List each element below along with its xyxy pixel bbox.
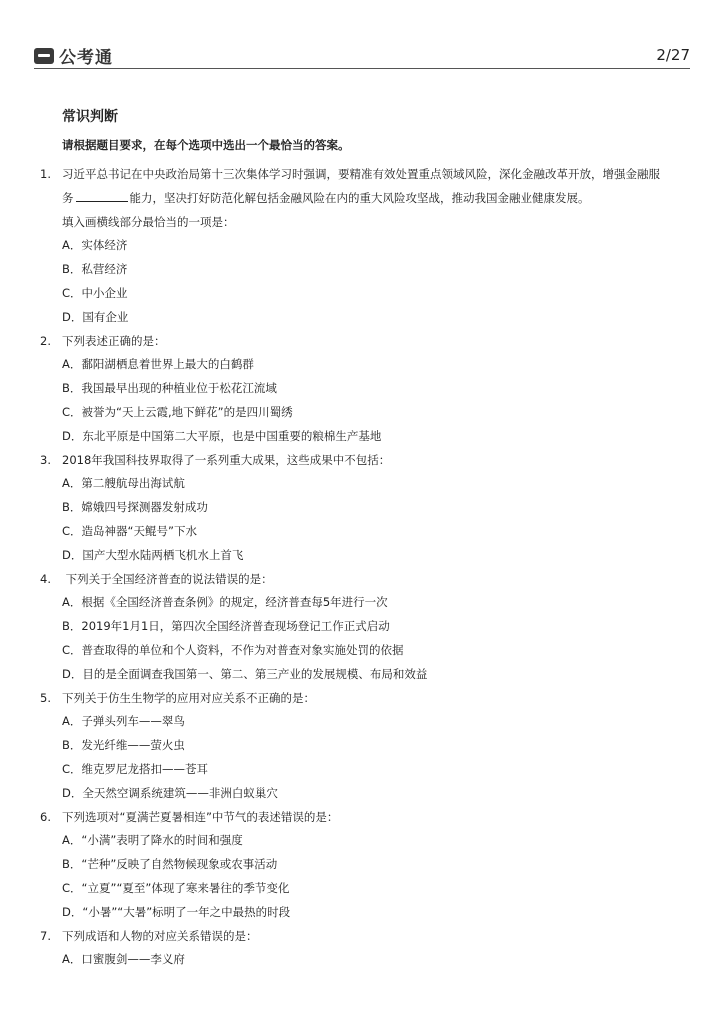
question-5	[40, 687, 690, 711]
question-stem: 下列表述正确的是：	[62, 333, 166, 348]
question-stem: 下列关于全国经济普查的说法错误的是：	[62, 571, 273, 586]
option: D．国有企业	[62, 309, 129, 324]
option: A．“小满”表明了降水的时间和强度	[62, 833, 243, 848]
option: A．实体经济	[62, 238, 128, 253]
question-stem: 习近平总书记在中央政治局第十三次集体学习时强调，要精准有效处置重点领域风险，深化金融改革开放，增强金融服	[62, 167, 660, 181]
question-stem-part: 能力，坚决打好防范化解包括金融风险在内的重大风险攻坚战，推动我国金融业健康发展。	[129, 190, 590, 205]
question-6	[40, 806, 690, 830]
option: A．子弹头列车——翠鸟	[62, 714, 185, 729]
question-number: 7.	[40, 928, 51, 943]
option: C．维克罗尼龙搭扣——苍耳	[62, 761, 209, 776]
question-stem: 下列关于仿生生物学的应用对应关系不正确的是：	[62, 690, 315, 705]
question-number: 3.	[40, 452, 51, 467]
logo	[34, 43, 113, 68]
logo-icon	[34, 48, 54, 64]
option: B．嫦娥四号探测器发射成功	[62, 500, 208, 515]
option: B．我国最早出现的种植业位于松花江流域	[62, 381, 277, 396]
section-title: 常识判断	[62, 109, 118, 125]
option: C．普查取得的单位和个人资料，不作为对普查对象实施处罚的依据	[62, 642, 404, 657]
option: C．“立夏”“夏至”体现了寒来暑往的季节变化	[62, 880, 290, 895]
question-7	[40, 925, 690, 949]
page-number: 2/27	[656, 46, 690, 64]
option: C．中小企业	[62, 285, 128, 300]
option: B．2019年1月1日，第四次全国经济普查现场登记工作正式启动	[62, 619, 390, 634]
question-number: 5.	[40, 690, 51, 705]
question-number: 1.	[40, 167, 51, 181]
question-1-continuation	[40, 187, 690, 211]
question-stem-part: 务	[62, 190, 74, 205]
question-stem: 下列成语和人物的对应关系错误的是：	[62, 928, 258, 943]
option: C．被誉为“天上云霞,地下鲜花”的是四川蜀绣	[62, 404, 293, 419]
question-number: 6.	[40, 809, 51, 824]
question-stem: 下列选项对“夏满芒夏暑相连”中节气的表述错误的是：	[62, 809, 339, 824]
option: A．根据《全国经济普查条例》的规定，经济普查每5年进行一次	[62, 595, 388, 610]
option: D．国产大型水陆两栖飞机水上首飞	[62, 547, 244, 562]
question-stem: 2018年我国科技界取得了一系列重大成果，这些成果中不包括：	[62, 452, 391, 467]
option: D．全天然空调系统建筑——非洲白蚁巢穴	[62, 785, 278, 800]
question-prompt: 填入画横线部分最恰当的一项是：	[62, 214, 235, 229]
option: D．“小暑”“大暑”标明了一年之中最热的时段	[62, 904, 291, 919]
option: B．私营经济	[62, 262, 128, 277]
option: A．鄱阳湖栖息着世界上最大的白鹤群	[62, 357, 254, 372]
fill-blank	[76, 189, 128, 202]
option: B．“芒种”反映了自然物候现象或农事活动	[62, 857, 278, 872]
option: A．第二艘航母出海试航	[62, 476, 185, 491]
option: C．造岛神器“天鲲号”下水	[62, 523, 197, 538]
option: D．东北平原是中国第二大平原，也是中国重要的粮棉生产基地	[62, 428, 382, 443]
option: A．口蜜腹剑——李义府	[62, 952, 185, 967]
option: D．目的是全面调查我国第一、第二、第三产业的发展规模、布局和效益	[62, 666, 428, 681]
question-number: 4.	[40, 571, 51, 586]
logo-text: 公考通	[59, 48, 113, 68]
page-header	[34, 40, 690, 69]
question-list	[40, 163, 690, 972]
question-2	[40, 330, 690, 354]
instruction: 请根据题目要求，在每个选项中选出一个最恰当的答案。	[62, 138, 350, 152]
question-1	[40, 163, 690, 187]
question-4	[40, 568, 690, 592]
question-3	[40, 449, 690, 473]
option: B．发光纤维——萤火虫	[62, 738, 185, 753]
question-number: 2.	[40, 333, 51, 348]
